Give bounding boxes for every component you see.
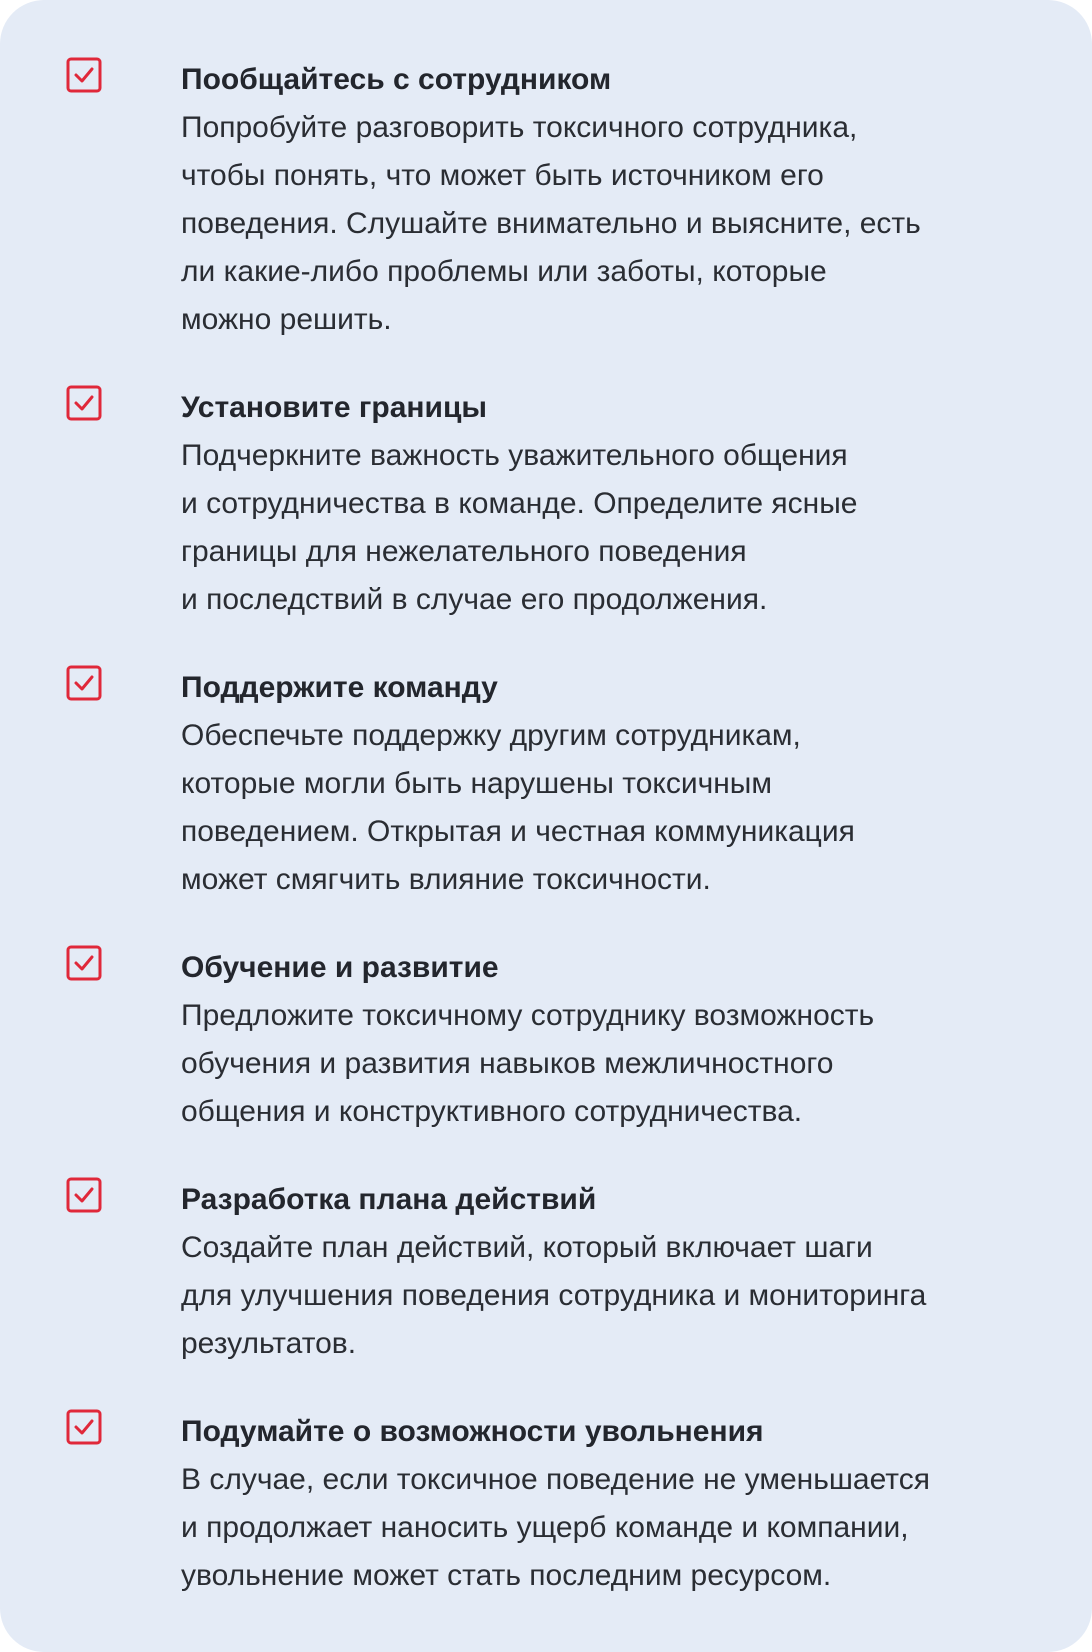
item-description-line: и продолжает наносить ущерб команде и компании, xyxy=(181,1511,909,1544)
item-description-line: поведением. Открытая и честная коммуникация xyxy=(181,815,855,848)
checkbox-checked-icon xyxy=(66,57,102,93)
checkbox-checked-icon xyxy=(66,945,102,981)
item-description-line: ли какие-либо проблемы или заботы, которые xyxy=(181,255,827,288)
item-description-line: обучения и развития навыков межличностного xyxy=(181,1047,834,1080)
item-text xyxy=(181,664,1061,904)
item-text xyxy=(181,384,1061,624)
item-description-line: поведения. Слушайте внимательно и выясните, есть xyxy=(181,207,921,240)
item-description-line: Обеспечьте поддержку другим сотрудникам, xyxy=(181,719,801,752)
item-title: Обучение и развитие xyxy=(181,951,499,984)
item-text xyxy=(181,56,1061,344)
item-title: Установите границы xyxy=(181,391,488,424)
item-description-line: Предложите токсичному сотруднику возможность xyxy=(181,999,875,1032)
item-description-line: Попробуйте разговорить токсичного сотрудника, xyxy=(181,111,858,144)
item-title: Подумайте о возможности увольнения xyxy=(181,1415,764,1448)
item-description-line: и последствий в случае его продолжения. xyxy=(181,583,768,616)
item-description-line: может смягчить влияние токсичности. xyxy=(181,863,711,896)
checkbox-checked-icon xyxy=(66,1409,102,1445)
item-text xyxy=(181,1176,1061,1368)
checkbox-checked-icon xyxy=(66,385,102,421)
item-description-line: и сотрудничества в команде. Определите ясные xyxy=(181,487,858,520)
item-description-line: В случае, если токсичное поведение не уменьшается xyxy=(181,1463,930,1496)
item-title: Разработка плана действий xyxy=(181,1183,597,1216)
item-description-line: Подчеркните важность уважительного общения xyxy=(181,439,848,472)
item-description-line: которые могли быть нарушены токсичным xyxy=(181,767,772,800)
item-description-line: можно решить. xyxy=(181,303,392,336)
checkbox-checked-icon xyxy=(66,665,102,701)
item-description-line: общения и конструктивного сотрудничества. xyxy=(181,1095,803,1128)
item-description-line: увольнение может стать последним ресурсом. xyxy=(181,1559,832,1592)
item-description-line: для улучшения поведения сотрудника и мониторинга xyxy=(181,1279,927,1312)
item-description-line: Создайте план действий, который включает шаги xyxy=(181,1231,873,1264)
item-title: Поддержите команду xyxy=(181,671,498,704)
item-title: Пообщайтесь с сотрудником xyxy=(181,63,612,96)
item-description-line: границы для нежелательного поведения xyxy=(181,535,747,568)
item-description-line: результатов. xyxy=(181,1327,357,1360)
checkbox-checked-icon xyxy=(66,1177,102,1213)
item-description-line: чтобы понять, что может быть источником его xyxy=(181,159,824,192)
item-text xyxy=(181,1408,1061,1600)
item-text xyxy=(181,944,1061,1136)
